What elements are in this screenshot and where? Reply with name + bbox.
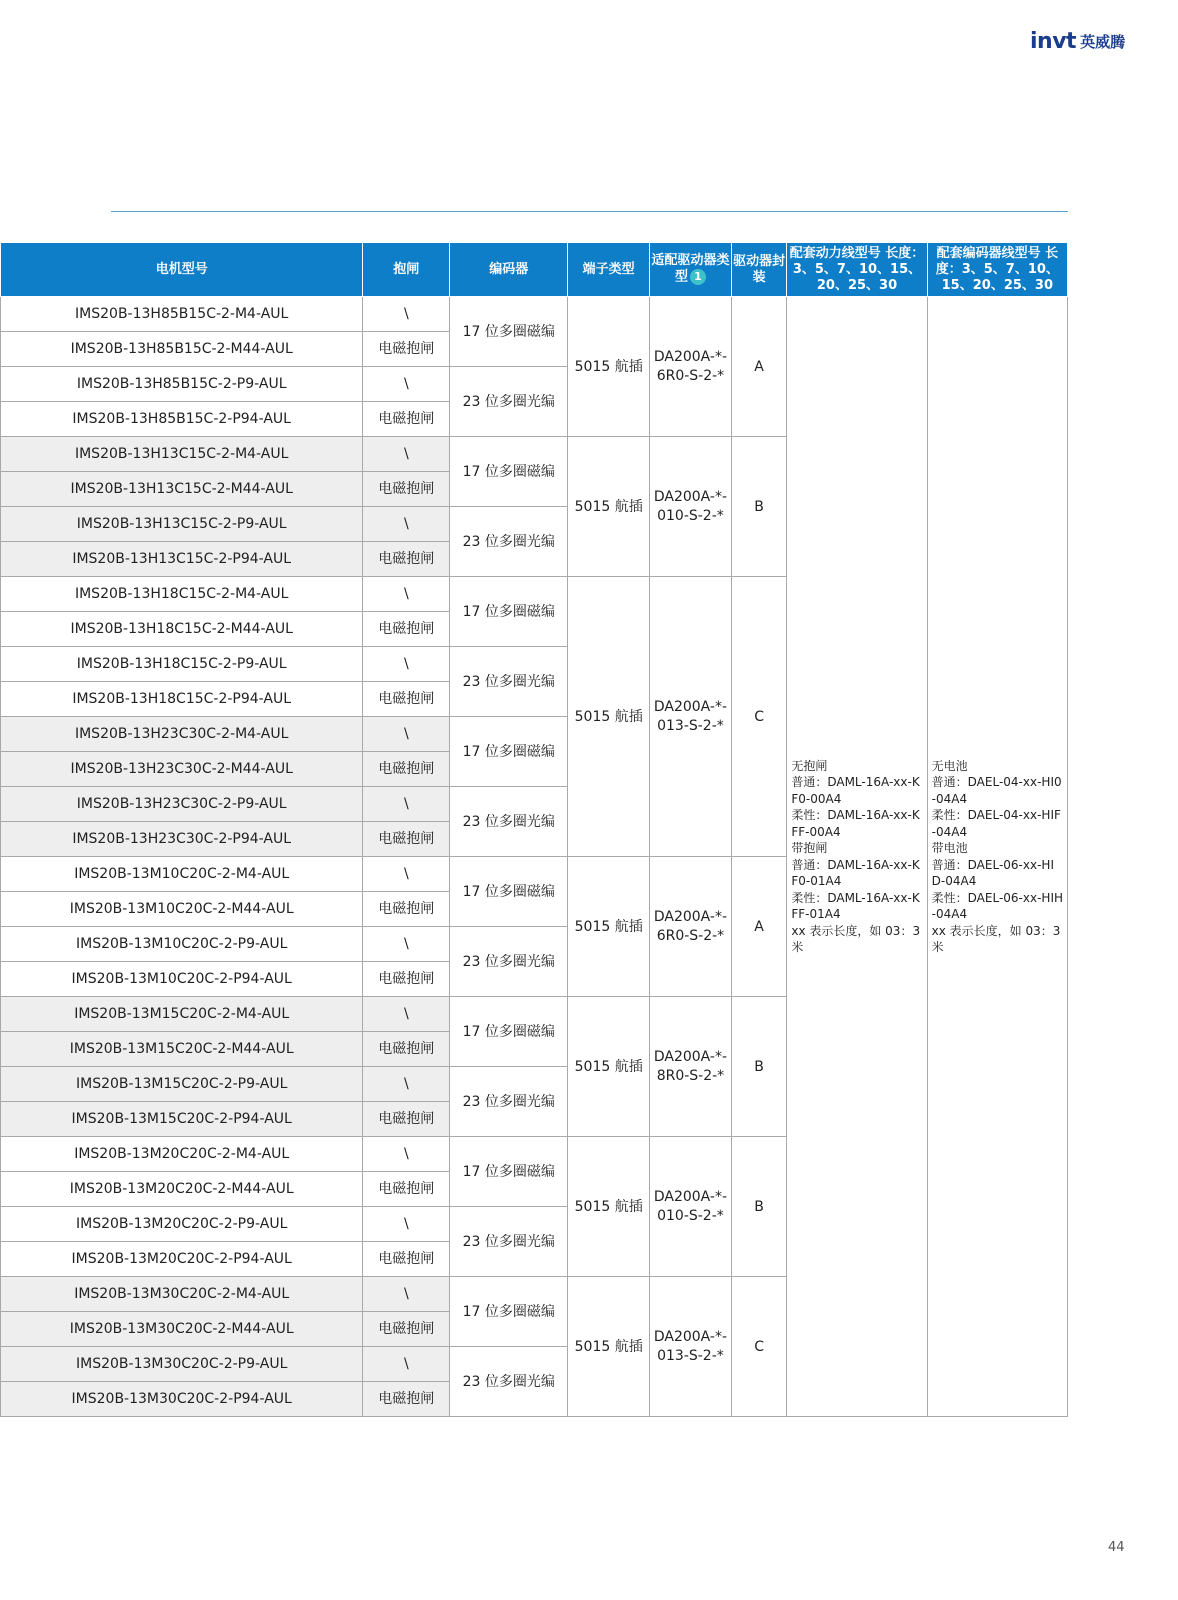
driver-model-text: DA200A-*-8R0-S-2-* (653, 1048, 728, 1084)
motor-model-cell: IMS20B-13H85B15C-2-M44-AUL (1, 332, 363, 367)
motor-model-cell: IMS20B-13M10C20C-2-P9-AUL (1, 927, 363, 962)
motor-model-cell: IMS20B-13H85B15C-2-P94-AUL (1, 402, 363, 437)
brake-cell: 电磁抱闸 (363, 332, 450, 367)
motor-model-cell: IMS20B-13H23C30C-2-P9-AUL (1, 787, 363, 822)
driver-model-text: DA200A-*-6R0-S-2-* (653, 348, 728, 384)
motor-model-cell: IMS20B-13M30C20C-2-M4-AUL (1, 1277, 363, 1312)
driver-model-cell (650, 437, 732, 577)
brake-cell: \ (363, 717, 450, 752)
brake-cell: 电磁抱闸 (363, 1312, 450, 1347)
motor-model-cell: IMS20B-13H23C30C-2-P94-AUL (1, 822, 363, 857)
driver-model-text: DA200A-*-010-S-2-* (653, 488, 728, 524)
driver-model-cell (650, 857, 732, 997)
brake-cell: 电磁抱闸 (363, 752, 450, 787)
brake-cell: 电磁抱闸 (363, 1032, 450, 1067)
encoder-cell: 23 位多圈光编 (450, 367, 568, 437)
brake-cell: 电磁抱闸 (363, 1382, 450, 1417)
brake-cell: \ (363, 367, 450, 402)
motor-model-cell: IMS20B-13M30C20C-2-P9-AUL (1, 1347, 363, 1382)
encoder-cell: 17 位多圈磁编 (450, 297, 568, 367)
brake-cell: \ (363, 577, 450, 612)
brake-cell: 电磁抱闸 (363, 472, 450, 507)
brake-cell: \ (363, 507, 450, 542)
brake-cell: 电磁抱闸 (363, 612, 450, 647)
driver-model-cell (650, 577, 732, 857)
terminal-cell: 5015 航插 (568, 297, 650, 437)
driver-model-text: DA200A-*-013-S-2-* (653, 1328, 728, 1364)
col-header-driver-label: 适配驱动器类型 (651, 253, 730, 285)
motor-model-cell: IMS20B-13H85B15C-2-M4-AUL (1, 297, 363, 332)
brake-cell: 电磁抱闸 (363, 402, 450, 437)
brake-cell: \ (363, 1207, 450, 1242)
package-cell: A (731, 857, 787, 997)
page-number: 44 (1108, 1540, 1125, 1555)
brake-cell: 电磁抱闸 (363, 822, 450, 857)
motor-model-cell: IMS20B-13M10C20C-2-P94-AUL (1, 962, 363, 997)
encoder-cell: 23 位多圈光编 (450, 927, 568, 997)
terminal-cell: 5015 航插 (568, 437, 650, 577)
encoder-cell: 17 位多圈磁编 (450, 577, 568, 647)
motor-model-cell: IMS20B-13H18C15C-2-P9-AUL (1, 647, 363, 682)
brake-cell: 电磁抱闸 (363, 682, 450, 717)
brake-cell: \ (363, 997, 450, 1032)
motor-model-cell: IMS20B-13H85B15C-2-P9-AUL (1, 367, 363, 402)
brake-cell: \ (363, 1347, 450, 1382)
brake-cell: \ (363, 857, 450, 892)
brake-cell: \ (363, 647, 450, 682)
encoder-cell: 23 位多圈光编 (450, 507, 568, 577)
col-header-power-cable: 配套动力线型号 长度：3、5、7、10、15、20、25、30 (787, 243, 927, 297)
table-header-row (1, 243, 1068, 297)
motor-model-cell: IMS20B-13M30C20C-2-P94-AUL (1, 1382, 363, 1417)
col-header-model: 电机型号 (1, 243, 363, 297)
encoder-cell: 17 位多圈磁编 (450, 1277, 568, 1347)
terminal-cell: 5015 航插 (568, 857, 650, 997)
encoder-cell: 17 位多圈磁编 (450, 717, 568, 787)
encoder-cell: 23 位多圈光编 (450, 1347, 568, 1417)
motor-model-cell: IMS20B-13M30C20C-2-M44-AUL (1, 1312, 363, 1347)
motor-model-cell: IMS20B-13H13C15C-2-P94-AUL (1, 542, 363, 577)
brake-cell: \ (363, 297, 450, 332)
package-cell: B (731, 437, 787, 577)
motor-model-cell: IMS20B-13M10C20C-2-M44-AUL (1, 892, 363, 927)
driver-model-cell (650, 997, 732, 1137)
terminal-cell: 5015 航插 (568, 1137, 650, 1277)
brand-logo (1030, 30, 1140, 54)
motor-model-cell: IMS20B-13H18C15C-2-M4-AUL (1, 577, 363, 612)
driver-model-cell (650, 1277, 732, 1417)
brake-cell: 电磁抱闸 (363, 1102, 450, 1137)
driver-model-text: DA200A-*-6R0-S-2-* (653, 908, 728, 944)
footnote-marker: 1 (690, 269, 706, 285)
driver-model-text: DA200A-*-010-S-2-* (653, 1188, 728, 1224)
motor-spec-table (0, 242, 1068, 1417)
brake-cell: \ (363, 437, 450, 472)
encoder-cell: 17 位多圈磁编 (450, 1137, 568, 1207)
col-header-package: 驱动器封装 (731, 243, 787, 297)
motor-model-cell: IMS20B-13H18C15C-2-M44-AUL (1, 612, 363, 647)
logo-mark: invt (1030, 29, 1077, 54)
driver-model-cell (650, 1137, 732, 1277)
col-header-terminal: 端子类型 (568, 243, 650, 297)
motor-model-cell: IMS20B-13M10C20C-2-M4-AUL (1, 857, 363, 892)
package-cell: A (731, 297, 787, 437)
col-header-brake: 抱闸 (363, 243, 450, 297)
brake-cell: 电磁抱闸 (363, 1242, 450, 1277)
motor-model-cell: IMS20B-13H18C15C-2-P94-AUL (1, 682, 363, 717)
col-header-encoder-cable: 配套编码器线型号 长度：3、5、7、10、15、20、25、30 (927, 243, 1067, 297)
brake-cell: \ (363, 927, 450, 962)
driver-model-text: DA200A-*-013-S-2-* (653, 698, 728, 734)
brake-cell: 电磁抱闸 (363, 1172, 450, 1207)
motor-model-cell: IMS20B-13M15C20C-2-M44-AUL (1, 1032, 363, 1067)
motor-model-cell: IMS20B-13H13C15C-2-P9-AUL (1, 507, 363, 542)
motor-model-cell: IMS20B-13M20C20C-2-M4-AUL (1, 1137, 363, 1172)
driver-model-cell (650, 297, 732, 437)
motor-model-cell: IMS20B-13M15C20C-2-P94-AUL (1, 1102, 363, 1137)
motor-model-cell: IMS20B-13H23C30C-2-M4-AUL (1, 717, 363, 752)
table-row (1, 297, 1068, 332)
encoder-cell: 17 位多圈磁编 (450, 857, 568, 927)
brake-cell: 电磁抱闸 (363, 542, 450, 577)
motor-model-cell: IMS20B-13M20C20C-2-P94-AUL (1, 1242, 363, 1277)
motor-model-cell: IMS20B-13H13C15C-2-M4-AUL (1, 437, 363, 472)
brake-cell: \ (363, 1277, 450, 1312)
motor-model-cell: IMS20B-13M15C20C-2-P9-AUL (1, 1067, 363, 1102)
package-cell: C (731, 577, 787, 857)
terminal-cell: 5015 航插 (568, 1277, 650, 1417)
encoder-cell: 23 位多圈光编 (450, 1067, 568, 1137)
motor-model-cell: IMS20B-13H13C15C-2-M44-AUL (1, 472, 363, 507)
brake-cell: 电磁抱闸 (363, 892, 450, 927)
encoder-cell: 23 位多圈光编 (450, 647, 568, 717)
brake-cell: 电磁抱闸 (363, 962, 450, 997)
motor-model-cell: IMS20B-13M15C20C-2-M4-AUL (1, 997, 363, 1032)
encoder-cell: 17 位多圈磁编 (450, 437, 568, 507)
encoder-cell: 23 位多圈光编 (450, 1207, 568, 1277)
brake-cell: \ (363, 1067, 450, 1102)
encoder-cable-note: 无电池 普通：DAEL-04-xx-HI0-04A4 柔性：DAEL-04-xx-HIF-04A4 带电池 普通：DAEL-06-xx-HID-04A4 柔性：DAEL-06-xx-HIH-04A4 xx 表示长度，如 03：3 米 (927, 297, 1067, 1417)
motor-model-cell: IMS20B-13M20C20C-2-M44-AUL (1, 1172, 363, 1207)
package-cell: B (731, 997, 787, 1137)
package-cell: C (731, 1277, 787, 1417)
motor-model-cell: IMS20B-13H23C30C-2-M44-AUL (1, 752, 363, 787)
logo-text: 英威腾 (1080, 33, 1126, 51)
terminal-cell: 5015 航插 (568, 577, 650, 857)
brake-cell: \ (363, 1137, 450, 1172)
motor-model-cell: IMS20B-13M20C20C-2-P9-AUL (1, 1207, 363, 1242)
package-cell: B (731, 1137, 787, 1277)
header-divider (111, 211, 1068, 212)
brake-cell: \ (363, 787, 450, 822)
table-body (1, 297, 1068, 1417)
col-header-encoder: 编码器 (450, 243, 568, 297)
terminal-cell: 5015 航插 (568, 997, 650, 1137)
encoder-cell: 23 位多圈光编 (450, 787, 568, 857)
col-header-driver (650, 243, 732, 297)
encoder-cell: 17 位多圈磁编 (450, 997, 568, 1067)
power-cable-note: 无抱闸 普通：DAML-16A-xx-KF0-00A4 柔性：DAML-16A-xx-KFF-00A4 带抱闸 普通：DAML-16A-xx-KF0-01A4 柔性：DAML-16A-xx-KFF-01A4 xx 表示长度，如 03：3 米 (787, 297, 927, 1417)
